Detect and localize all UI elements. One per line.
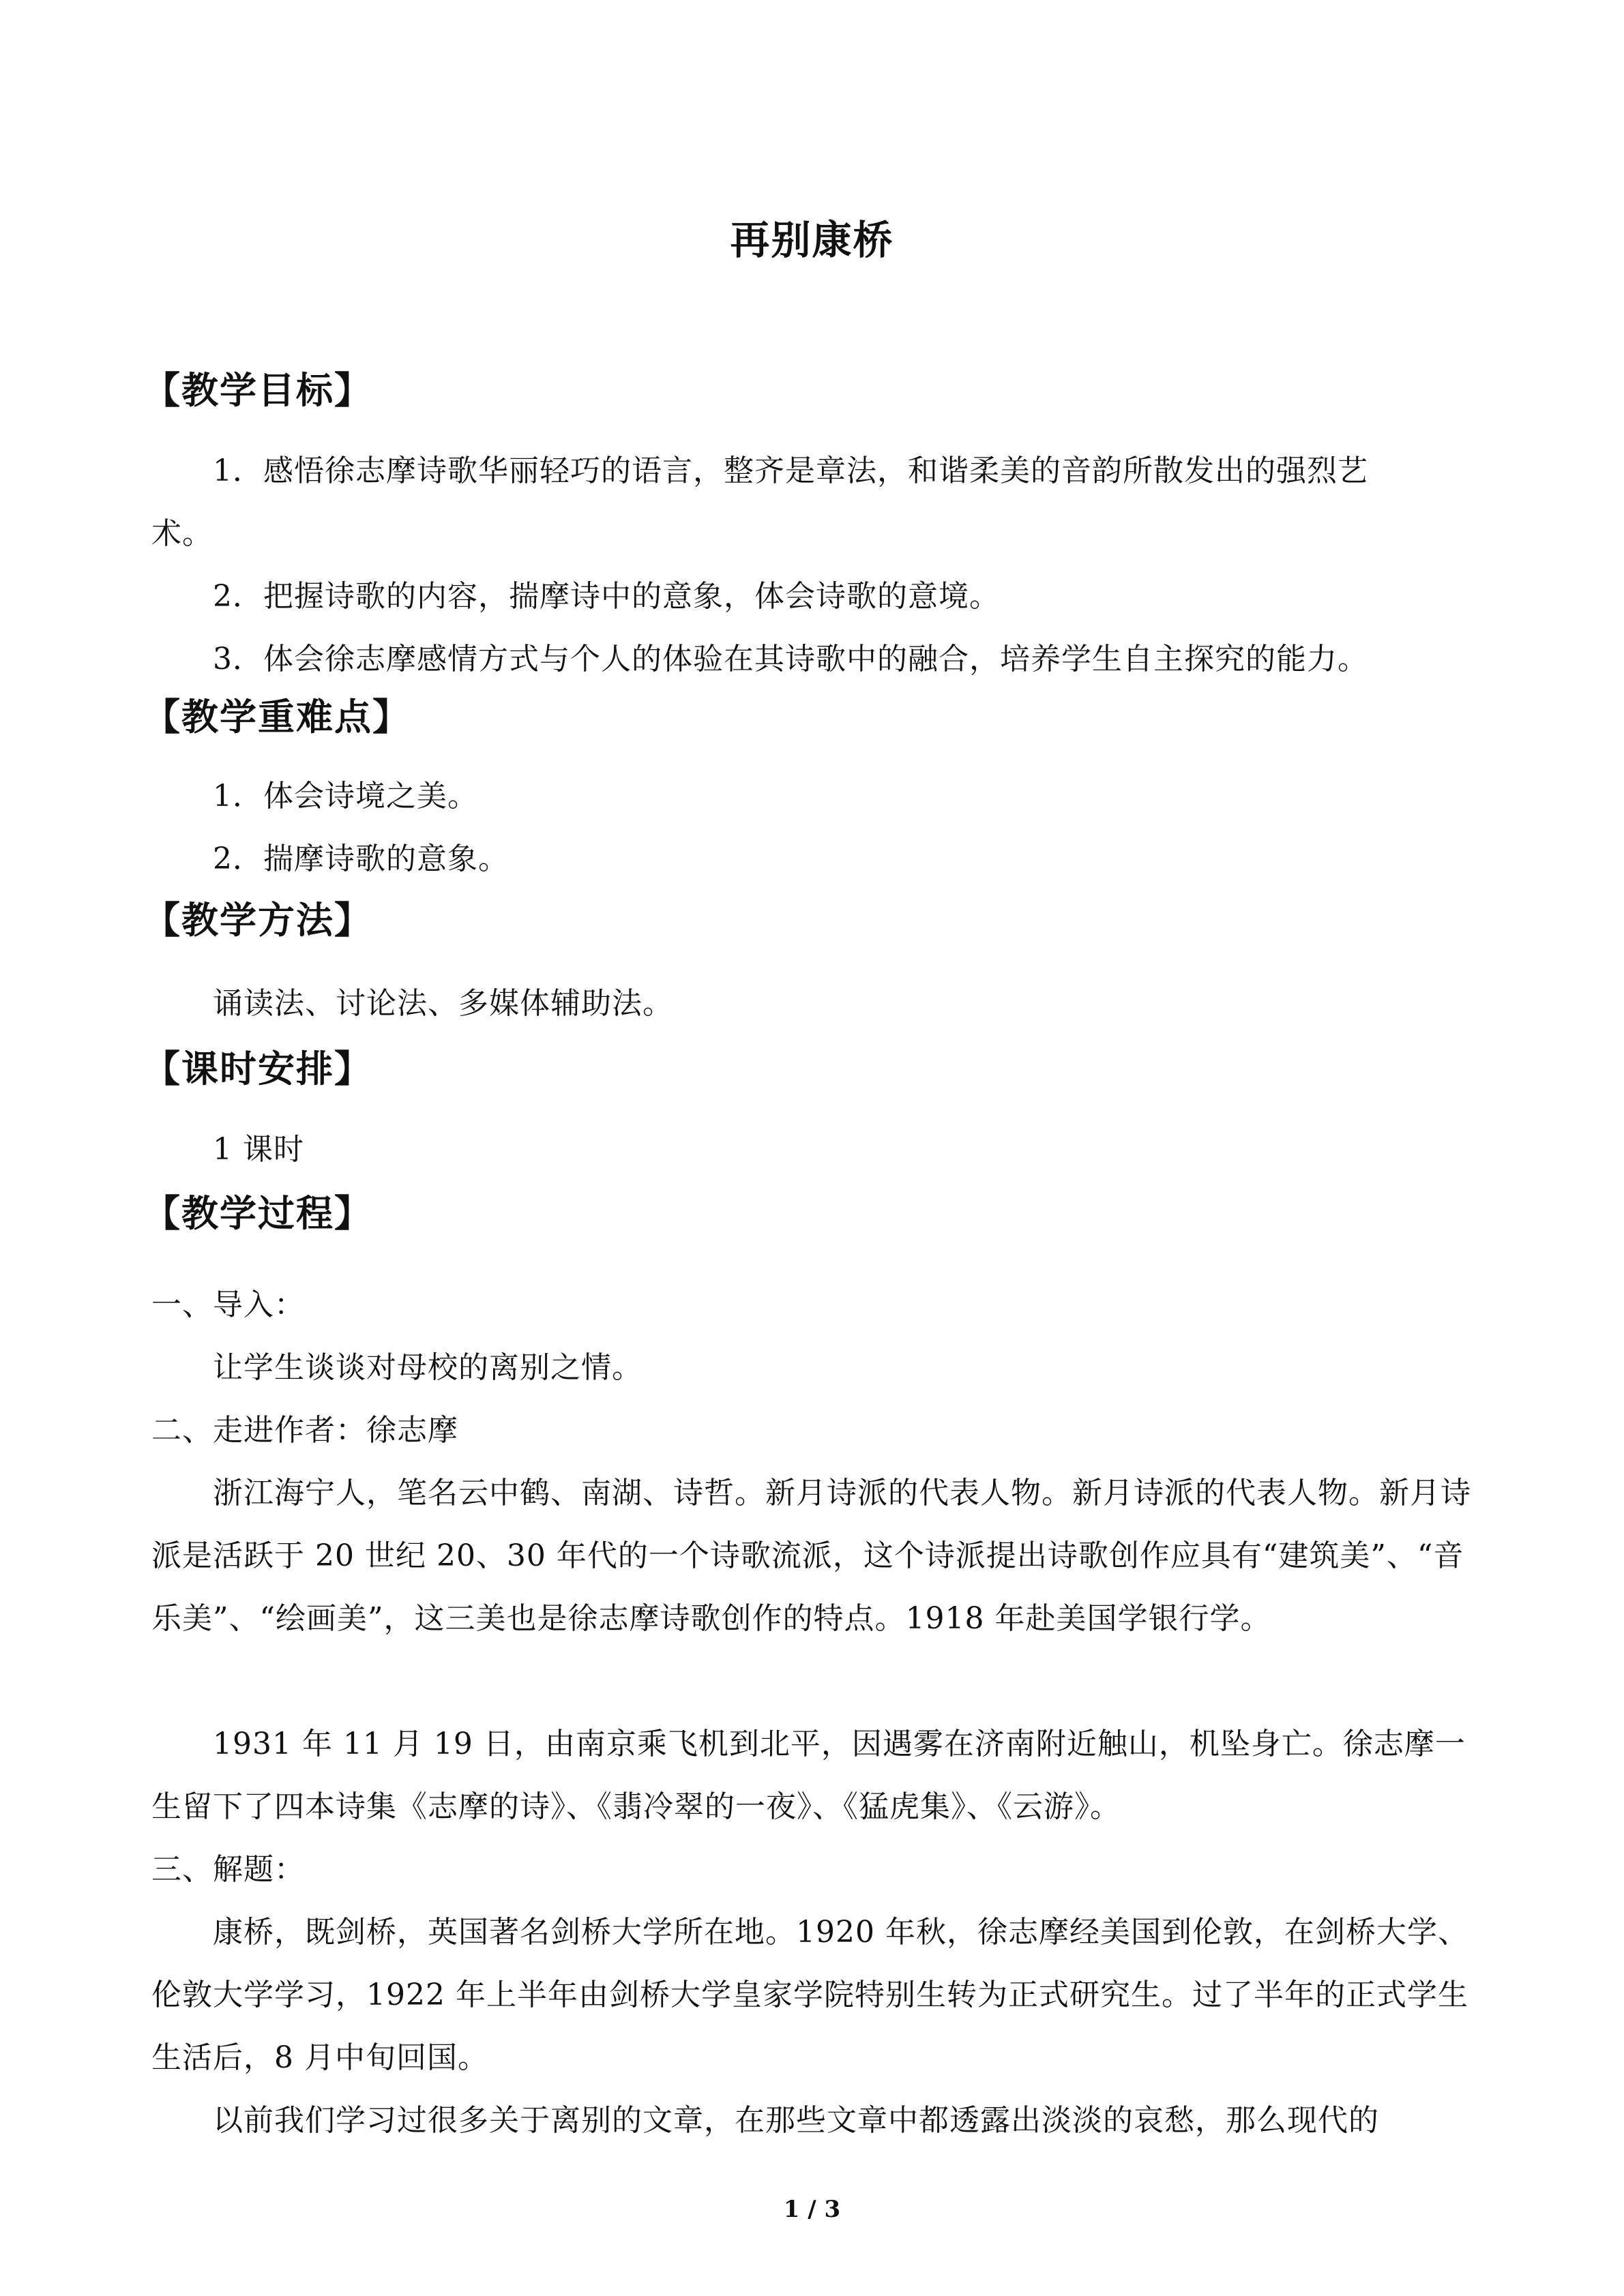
key-point-item-1: 1．体会诗境之美。 — [213, 779, 478, 814]
section-heading-process: 【教学过程】 — [143, 1192, 372, 1235]
process-title-paragraph-2: 以前我们学习过很多关于离别的文章，在那些文章中都透露出淡淡的哀愁，那么现代的 — [213, 2103, 1379, 2138]
key-point-item-2: 2．揣摩诗歌的意象。 — [213, 841, 509, 876]
section-heading-methods: 【教学方法】 — [143, 899, 372, 942]
process-author-paragraph-2: 1931 年 11 月 19 日，由南京乘飞机到北平，因遇雾在济南附近触山，机坠身亡。徐志摩一生留下了四本诗集《志摩的诗》、《翡冷翠的一夜》、《猛虎集》、《云游》。 — [151, 1727, 1466, 1824]
objective-item-1-cont: 术。 — [151, 516, 213, 551]
section-heading-objectives: 【教学目标】 — [143, 369, 372, 412]
schedule-text: 1 课时 — [213, 1132, 304, 1167]
section-heading-key-points: 【教学重难点】 — [143, 696, 411, 739]
process-author-paragraph-1: 浙江海宁人，笔名云中鹤、南湖、诗哲。新月诗派的代表人物。新月诗派的代表人物。新月诗派是活跃于 20 世纪 20、30 年代的一个诗歌流派，这个诗派提出诗歌创作应具有“建筑美”、“音乐美”、“绘画美”，这三美也是徐志摩诗歌创作的特点。1918 年赴美国学银行学。 — [151, 1476, 1471, 1636]
process-title-label: 三、解题： — [151, 1852, 305, 1887]
methods-text: 诵读法、讨论法、多媒体辅助法。 — [213, 986, 673, 1021]
page-title: 再别康桥 — [730, 217, 894, 263]
process-title-paragraph-1: 康桥，既剑桥，英国著名剑桥大学所在地。1920 年秋，徐志摩经美国到伦敦，在剑桥大学、伦敦大学学习，1922 年上半年由剑桥大学皇家学院特别生转为正式研究生。过了半年的正式学生生活后，8 月中旬回国。 — [151, 1915, 1468, 2075]
objective-item-3: 3．体会徐志摩感情方式与个人的体验在其诗歌中的融合，培养学生自主探究的能力。 — [213, 642, 1368, 676]
section-heading-schedule: 【课时安排】 — [143, 1047, 372, 1090]
objective-item-1: 1．感悟徐志摩诗歌华丽轻巧的语言，整齐是章法，和谐柔美的音韵所散发出的强烈艺 — [213, 453, 1368, 488]
process-author-label: 二、走进作者：徐志摩 — [151, 1413, 458, 1448]
objective-item-2: 2．把握诗歌的内容，揣摩诗中的意象，体会诗歌的意境。 — [213, 579, 1000, 614]
process-intro-text: 让学生谈谈对母校的离别之情。 — [213, 1350, 643, 1385]
process-intro-label: 一、导入： — [151, 1287, 305, 1322]
page-indicator: 1 / 3 — [783, 2196, 841, 2223]
